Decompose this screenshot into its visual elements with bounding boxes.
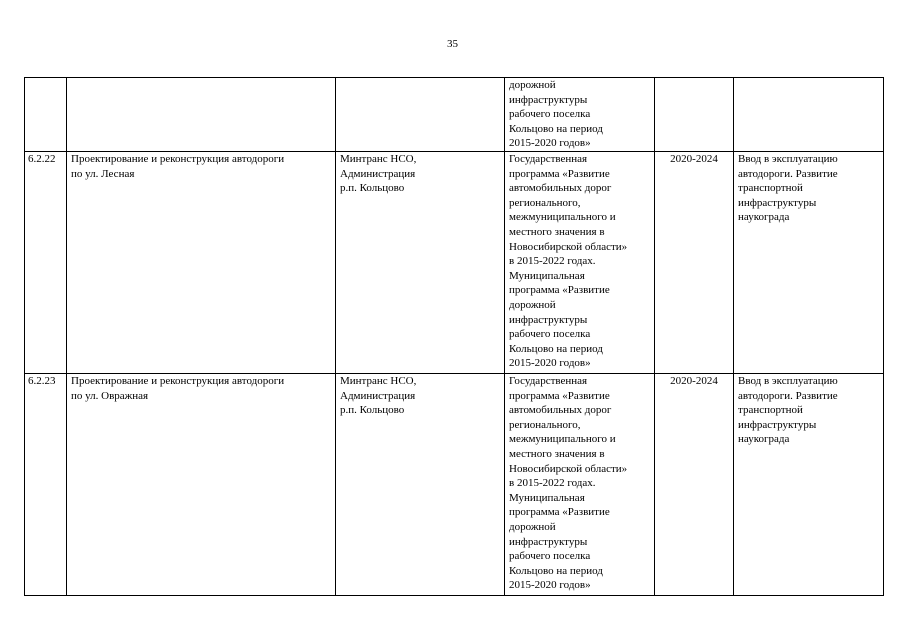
text-line: местного значения в [509,225,605,238]
text-line: наукограда [738,211,790,224]
text-line: по ул. Овражная [71,389,149,402]
text-line: Новосибирской области» [509,240,628,253]
text-line: программа «Развитие [509,284,610,297]
text-line: транспортной [738,404,803,417]
expected-result-cell [734,78,884,152]
page-number: 35 [447,38,458,50]
text-line: инфраструктуры [509,535,588,548]
executor-cell [336,152,505,374]
text-line: 2015-2020 годов» [509,137,591,150]
period-cell: 2020-2024 [655,374,734,596]
text-line: автодороги. Развитие [738,389,838,402]
text-line: Кольцово на период [509,564,603,577]
text-line: Проектирование и реконструкция автодороги [71,153,285,165]
text-line: Ввод в эксплуатацию [738,153,838,165]
text-line: Администрация [340,167,416,180]
text-line: местного значения в [509,447,605,460]
text-line: рабочего поселка [509,108,591,121]
text-line: дорожной [509,520,556,533]
text-line: рабочего поселка [509,328,591,341]
funding-program-cell [505,152,655,374]
funding-program-cell [505,78,655,152]
text-line: дорожной [509,79,556,91]
text-line: автомобильных дорог [509,404,612,417]
table-row [25,152,884,374]
text-line: регионального, [509,196,581,209]
table-row [25,374,884,596]
text-line: инфраструктуры [509,313,588,326]
program-measures-table [24,77,884,596]
executor-cell [336,78,505,152]
text-line: транспортной [738,182,803,195]
funding-program-cell [505,374,655,596]
text-line: межмуниципального и [509,211,616,224]
table-row [25,78,884,152]
text-line: Администрация [340,389,416,402]
text-line: р.п. Кольцово [340,404,405,417]
text-line: в 2015-2022 годах. [509,255,596,268]
text-line: инфраструктуры [509,93,588,106]
measure-number-cell: 6.2.22 [25,152,67,374]
text-line: Государственная [509,153,588,165]
text-line: инфраструктуры [738,418,817,431]
text-line: Муниципальная [509,269,585,282]
period-cell: 2020-2024 [655,152,734,374]
text-line: Государственная [509,375,588,387]
text-line: регионального, [509,418,581,431]
text-line: инфраструктуры [738,196,817,209]
text-line: Кольцово на период [509,342,603,355]
text-line: программа «Развитие [509,167,610,180]
text-line: программа «Развитие [509,389,610,402]
period-cell [655,78,734,152]
text-line: дорожной [509,298,556,311]
measure-name-cell [67,78,336,152]
measure-name-cell [67,374,336,596]
text-line: в 2015-2022 годах. [509,477,596,490]
text-line: Новосибирской области» [509,462,628,475]
text-line: 2015-2020 годов» [509,579,591,592]
measure-number-cell [25,78,67,152]
executor-cell [336,374,505,596]
text-line: Минтранс НСО, [340,375,417,387]
text-line: автомобильных дорог [509,182,612,195]
text-line: р.п. Кольцово [340,182,405,195]
text-line: наукограда [738,433,790,446]
expected-result-cell [734,374,884,596]
measure-name-cell [67,152,336,374]
text-line: автодороги. Развитие [738,167,838,180]
text-line: Проектирование и реконструкция автодороги [71,375,285,387]
measure-number-cell: 6.2.23 [25,374,67,596]
text-line: по ул. Лесная [71,167,135,180]
text-line: Кольцово на период [509,122,603,135]
text-line: Ввод в эксплуатацию [738,375,838,387]
expected-result-cell [734,152,884,374]
text-line: рабочего поселка [509,550,591,563]
text-line: 2015-2020 годов» [509,357,591,370]
text-line: Минтранс НСО, [340,153,417,165]
table-body [25,78,884,596]
text-line: межмуниципального и [509,433,616,446]
text-line: программа «Развитие [509,506,610,519]
text-line: Муниципальная [509,491,585,504]
